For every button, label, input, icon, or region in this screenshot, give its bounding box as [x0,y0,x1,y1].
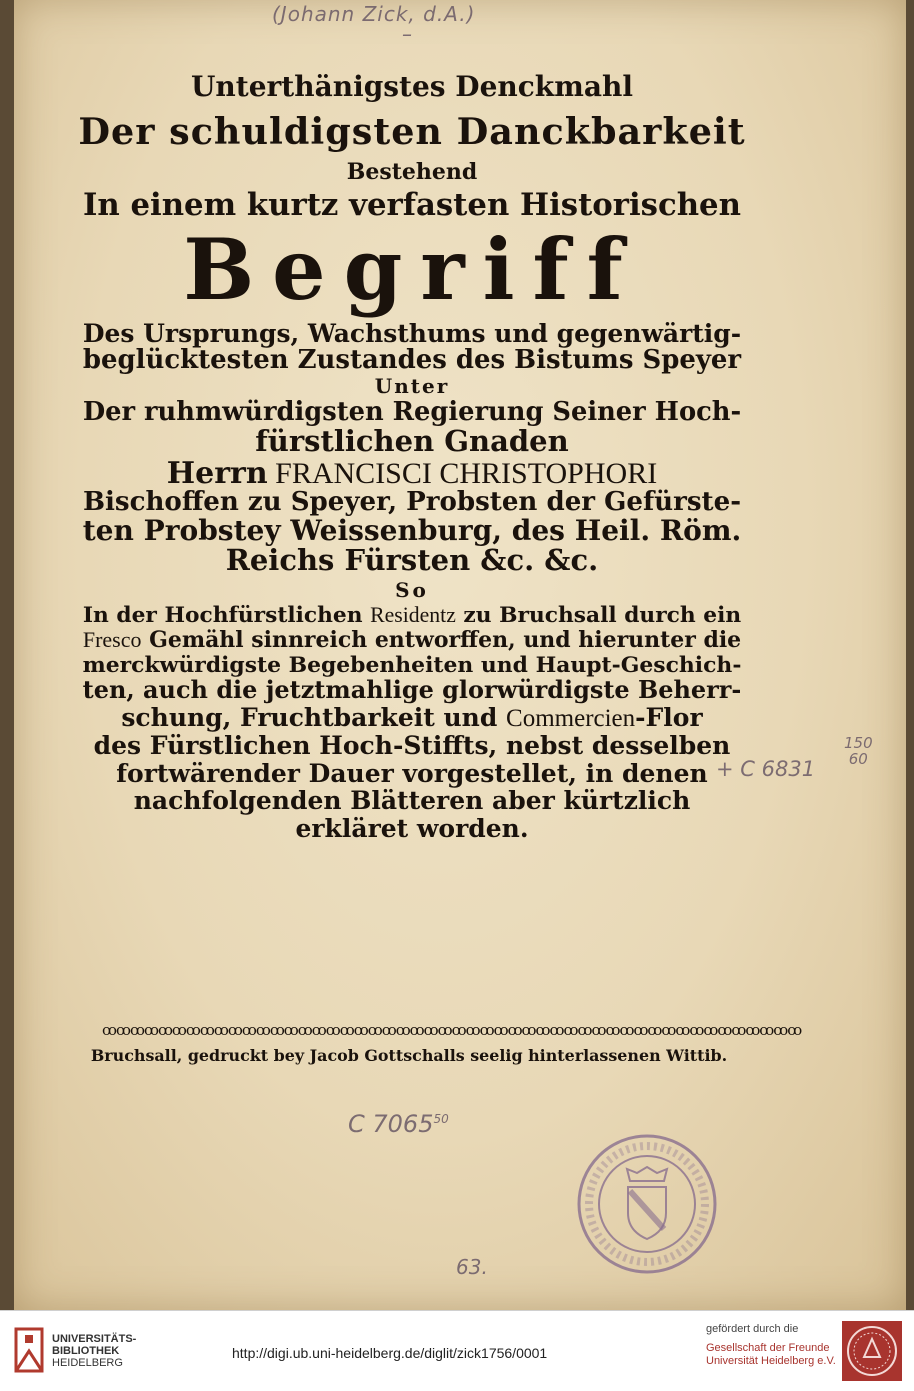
sponsor-line-2: Universität Heidelberg e.V. [706,1355,836,1367]
body-line-5-c: -Flor [635,702,703,732]
manuscript-side-fraction [844,735,873,767]
body-line-7: fortwärender Dauer vorgestellet, in denen [116,758,708,788]
body-line-1 [76,604,748,628]
fraction-bottom: 60 [848,750,868,768]
title-line-2: Der schuldigsten Danckbarkeit [78,110,746,154]
title-line-6: Des Ursprungs, Wachsthums und gegenwärtig- [82,319,742,349]
ornamental-rule: ꝏꝏꝏꝏꝏꝏꝏꝏꝏꝏꝏꝏꝏꝏꝏꝏꝏꝏꝏꝏꝏꝏꝏꝏꝏꝏꝏꝏꝏꝏꝏꝏꝏꝏꝏꝏꝏꝏꝏꝏꝏꝏꝏꝏꝏꝏꝏꝏꝏꝏ [102,1021,802,1039]
imprint-line: Bruchsall, gedruckt bey Jacob Gottschalls seelig hinterlassenen Wittib. [90,1046,728,1065]
body-line-8: nachfolgenden Blätteren aber kürtzlich [133,786,691,816]
manuscript-bottom-number: 63. [456,1255,488,1279]
body-line-1-c: zu Bruchsall durch ein [455,603,742,629]
title-line-4: In einem kurtz verfasten Historischen [83,186,741,223]
body-line-2-a: Fresco [82,627,142,653]
university-seal-icon [842,1321,902,1381]
university-library-name [52,1333,136,1369]
manuscript-top-note: (Johann Zick, d.A.) [272,2,476,26]
library-line-1: UNIVERSITÄTS- [52,1333,137,1345]
body-line-2 [76,628,748,653]
title-line-5: Begriff [183,219,641,319]
body-line-4: ten, auch die jetztmahlige glorwürdigste Beherr- [82,676,742,705]
university-library-logo-icon [14,1325,44,1375]
sponsor-line-1: Gesellschaft der Freunde [706,1342,830,1354]
title-line-9: Der ruhmwürdigsten Regierung Seiner Hoch- [82,397,742,428]
title-line-8: Unter [374,374,450,399]
body-line-9: erkläret worden. [295,813,529,843]
title-page-text [76,72,748,842]
title-line-1: Unterthänigstes Denckmahl [191,70,633,103]
title-line-11-name: FRANCISCI CHRISTOPHORI [267,456,658,490]
fraction-top: 150 [844,734,873,752]
manuscript-dash: – [402,22,412,46]
title-line-13: ten Probstey Weissenburg, des Heil. Röm. [82,514,742,548]
permalink-url[interactable]: http://digi.ub.uni-heidelberg.de/diglit/zick1756/0001 [232,1345,548,1361]
library-line-3: HEIDELBERG [52,1357,123,1369]
body-line-1-a: In der Hochfürstlichen [82,603,371,629]
title-line-7: beglücktesten Zustandes des Bistums Speyer [82,345,742,376]
manuscript-call-number [348,1110,449,1138]
title-line-11-herrn: Herrn [166,455,268,491]
title-line-14: Reichs Fürsten &c. &c. [225,543,599,578]
scanned-page [14,0,906,1310]
body-line-1-b: Residentz [370,603,456,628]
body-line-5-a: schung, Fruchtbarkeit und [121,702,507,732]
footer-bar [0,1310,914,1391]
title-line-15: So [395,577,429,602]
body-line-5-b: Commercien [506,704,636,732]
library-stamp-icon [576,1133,718,1275]
body-line-5 [76,704,748,733]
body-line-6: des Fürstlichen Hoch-Stiffts, nebst desselben [93,731,731,761]
sponsor-credit [706,1323,836,1368]
title-line-3: Bestehend [346,159,478,186]
manuscript-side-call-number: + C 6831 [716,757,816,781]
body-line-2-b: Gemähl sinnreich entworffen, und hierunter die [141,627,742,654]
title-line-10: fürstlichen Gnaden [255,423,569,458]
body-line-3: merckwürdigste Begebenheiten und Haupt-Geschich- [82,652,742,679]
title-line-11 [76,455,748,491]
title-line-12: Bischoffen zu Speyer, Probsten der Gefürste- [82,487,742,518]
call-number-text: C 7065 [348,1110,434,1138]
call-number-sup: 50 [433,1112,449,1126]
sponsor-intro: gefördert durch die [706,1323,799,1335]
library-line-2: BIBLIOTHEK [52,1345,120,1357]
